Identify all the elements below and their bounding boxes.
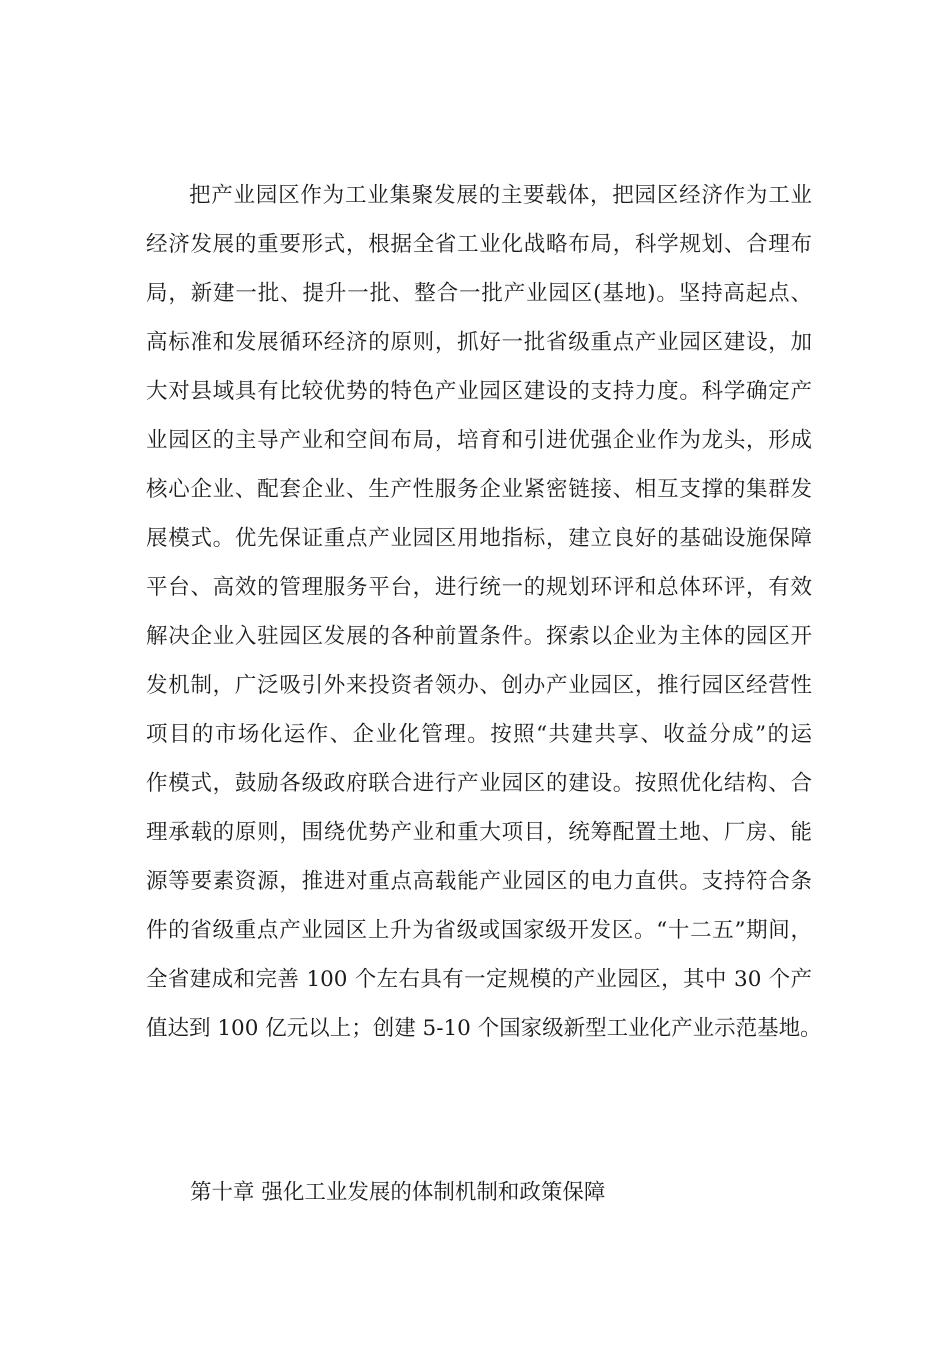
paragraph-line: 源等要素资源，推进对重点高载能产业园区的电力直供。支持符合条 [146, 869, 812, 894]
paragraph-line: 展模式。优先保证重点产业园区用地指标，建立良好的基础设施保障 [146, 526, 812, 551]
paragraph-line: 作模式，鼓励各级政府联合进行产业园区的建设。按照优化结构、合 [146, 771, 812, 796]
paragraph-line: 高标准和发展循环经济的原则，抓好一批省级重点产业园区建设，加 [146, 330, 812, 355]
body-paragraph [146, 171, 822, 1053]
paragraph-line: 全省建成和完善 100 个左右具有一定规模的产业园区，其中 30 个产 [146, 967, 812, 992]
paragraph-line: 把产业园区作为工业集聚发展的主要载体，把园区经济作为工业 [189, 183, 812, 208]
paragraph-line: 平台、高效的管理服务平台，进行统一的规划环评和总体环评，有效 [146, 575, 812, 600]
paragraph-line: 发机制，广泛吸引外来投资者领办、创办产业园区，推行园区经营性 [146, 673, 812, 698]
paragraph-line: 大对县域具有比较优势的特色产业园区建设的支持力度。科学确定产 [146, 379, 812, 404]
paragraph-line: 核心企业、配套企业、生产性服务企业紧密链接、相互支撑的集群发 [146, 477, 812, 502]
paragraph-line: 局，新建一批、提升一批、整合一批产业园区(基地)。坚持高起点、 [146, 281, 812, 306]
paragraph-line: 业园区的主导产业和空间布局，培育和引进优强企业作为龙头，形成 [146, 428, 812, 453]
paragraph-line: 件的省级重点产业园区上升为省级或国家级开发区。“十二五”期间， [146, 918, 812, 943]
paragraph-line: 理承载的原则，围绕优势产业和重大项目，统筹配置土地、厂房、能 [146, 820, 812, 845]
paragraph-line: 项目的市场化运作、企业化管理。按照“共建共享、收益分成”的运 [146, 722, 812, 747]
chapter-heading: 第十章 强化工业发展的体制机制和政策保障 [190, 1180, 606, 1205]
paragraph-line: 经济发展的重要形式，根据全省工业化战略布局，科学规划、合理布 [146, 232, 812, 257]
paragraph-line: 值达到 100 亿元以上；创建 5-10 个国家级新型工业化产业示范基地。 [146, 1016, 822, 1041]
paragraph-line: 解决企业入驻园区发展的各种前置条件。探索以企业为主体的园区开 [146, 624, 812, 649]
